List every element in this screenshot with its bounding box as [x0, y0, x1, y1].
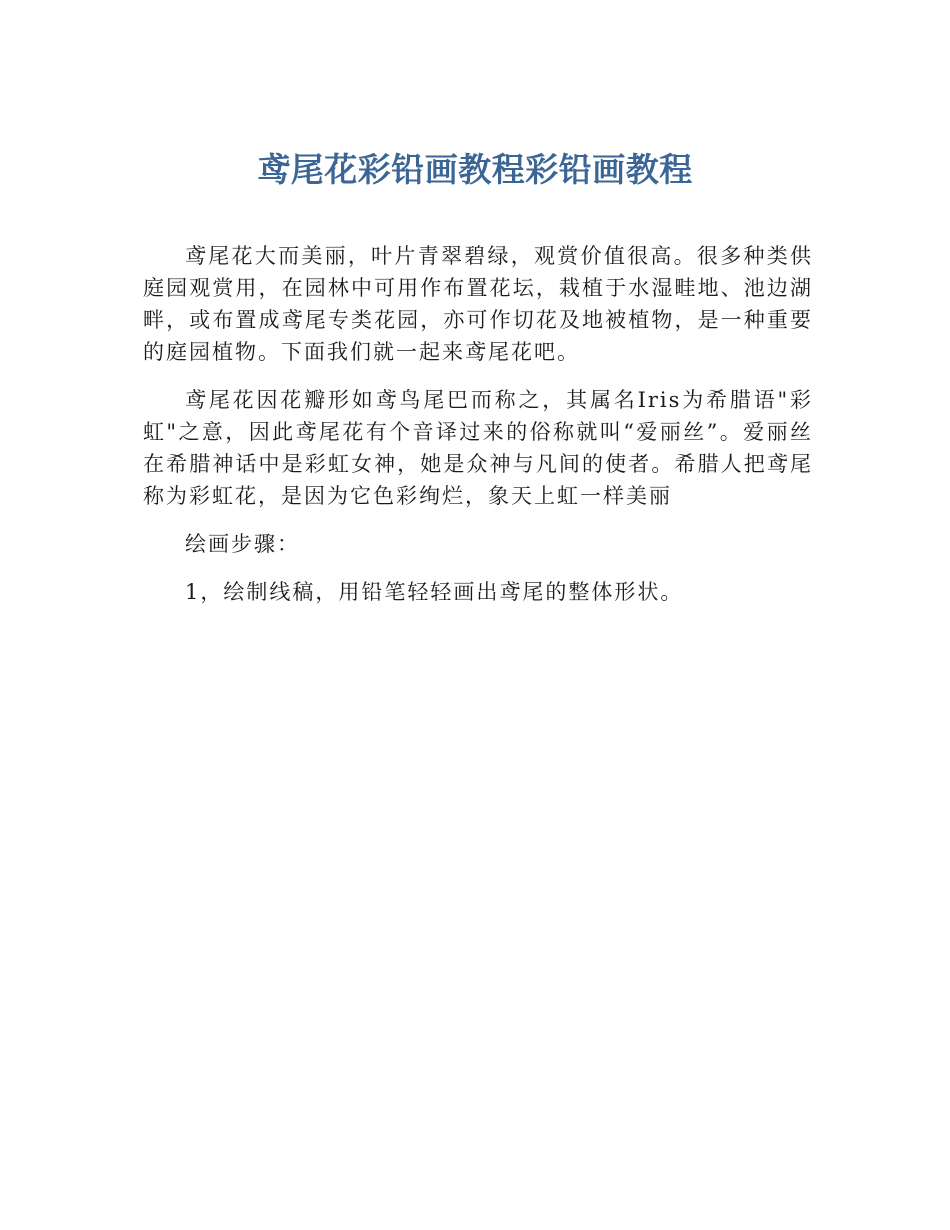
- paragraph-steps-heading: 绘画步骤：: [185, 532, 300, 556]
- paragraph-name-origin: 鸢尾花因花瓣形如鸢鸟尾巴而称之，其属名Iris为希腊语"彩虹"之意，因此鸢尾花有个音译过来的俗称就叫“爱丽丝”。爱丽丝在希腊神话中是彩虹女神，她是众神与凡间的使者。希腊人把鸢尾称为彩虹花，是因为它色彩绚烂，象天上虹一样美丽: [143, 388, 813, 508]
- paragraph-step-1: 1，绘制线稿，用铅笔轻轻画出鸢尾的整体形状。: [185, 580, 684, 604]
- document-title: 鸢尾花彩铅画教程彩铅画教程: [257, 150, 693, 189]
- document-body: [143, 240, 813, 624]
- paragraph-intro: 鸢尾花大而美丽，叶片青翠碧绿，观赏价值很高。很多种类供庭园观赏用，在园林中可用作布置花坛，栽植于水湿畦地、池边湖畔，或布置成鸢尾专类花园，亦可作切花及地被植物，是一种重要的庭园植物。下面我们就一起来鸢尾花吧。: [143, 244, 813, 364]
